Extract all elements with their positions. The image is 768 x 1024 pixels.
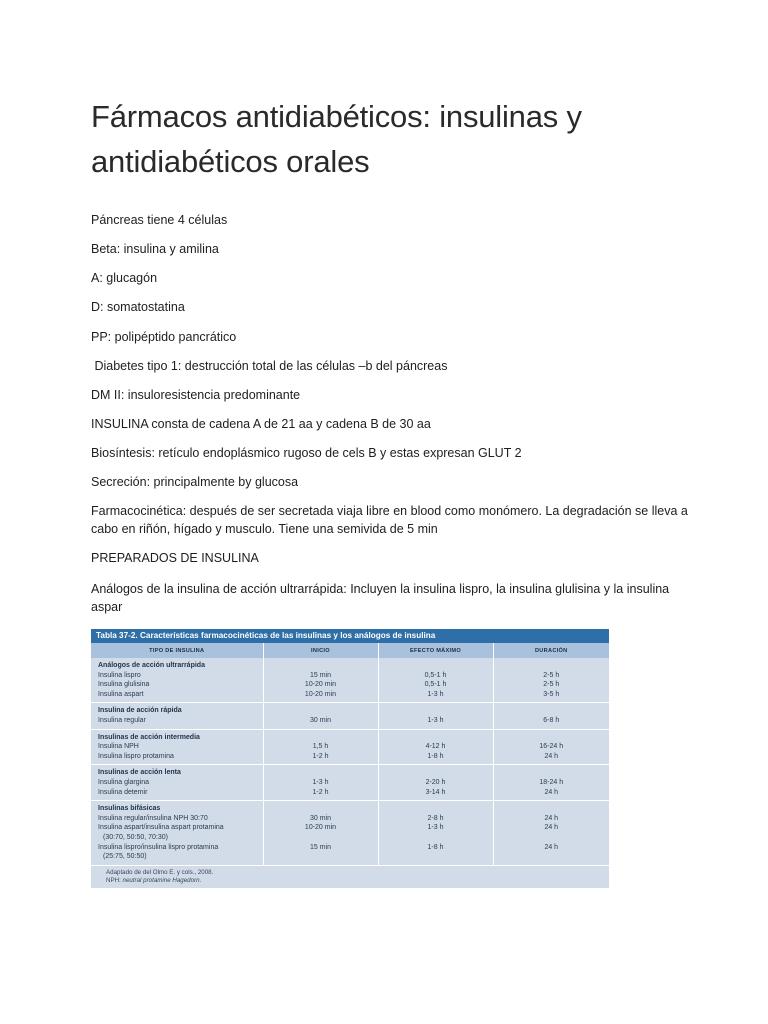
duration-value: 24 h bbox=[544, 752, 559, 760]
table-group-row bbox=[91, 658, 609, 703]
insulin-name: Insulina NPH bbox=[98, 743, 139, 751]
table-header-row bbox=[91, 643, 609, 658]
peak-value: 2-8 h bbox=[427, 814, 444, 822]
duration-value: 24 h bbox=[544, 843, 559, 851]
table-group-row bbox=[91, 729, 609, 765]
insulin-table bbox=[91, 643, 609, 866]
table-group-row bbox=[91, 703, 609, 729]
header-efecto-maximo: EFECTO MÁXIMO bbox=[378, 643, 493, 658]
group-title: Insulinas bifásicas bbox=[98, 805, 161, 813]
insulin-name: Insulina glargina bbox=[98, 778, 149, 786]
table-note bbox=[106, 877, 609, 886]
onset-value: 30 min bbox=[309, 814, 331, 822]
table-caption bbox=[91, 629, 609, 643]
header-duracion: DURACIÓN bbox=[493, 643, 609, 658]
insulin-name: Insulina regular bbox=[98, 716, 146, 724]
duration-value: 18-24 h bbox=[539, 778, 564, 786]
table-footnote bbox=[91, 866, 609, 886]
paragraph: A: glucagón bbox=[91, 271, 158, 285]
paragraph: INSULINA consta de cadena A de 21 aa y cadena B de 30 aa bbox=[91, 417, 431, 431]
duration-value: 24 h bbox=[544, 788, 559, 796]
onset-value: 10-20 min bbox=[304, 690, 337, 698]
table-note-text: neutral protamine Hagedorn. bbox=[122, 877, 202, 885]
duration-value: 3-5 h bbox=[543, 690, 560, 698]
peak-value: 4-12 h bbox=[425, 743, 446, 751]
insulin-name: Insulina lispro bbox=[98, 671, 141, 679]
paragraph: Páncreas tiene 4 células bbox=[91, 213, 228, 227]
peak-value: 1-8 h bbox=[427, 843, 444, 851]
insulin-name-continuation: (30:70, 50:50, 70:30) bbox=[103, 833, 168, 841]
peak-value: 1-3 h bbox=[427, 716, 444, 724]
insulin-name: Insulina detemir bbox=[98, 788, 148, 796]
onset-value: 1-3 h bbox=[312, 778, 329, 786]
table-group-row bbox=[91, 765, 609, 801]
onset-value: 1,5 h bbox=[312, 743, 329, 751]
group-title: Insulinas de acción intermedia bbox=[98, 733, 200, 741]
paragraph: Farmacocinética: después de ser secretada viaja libre en blood como monómero. La degradación se lleva a cabo en riñón, hígado y musculo. Tiene una semivida de 5 min bbox=[91, 504, 688, 536]
peak-value: 1-3 h bbox=[427, 690, 444, 698]
header-inicio: INICIO bbox=[263, 643, 378, 658]
insulin-name: Insulina regular/insulina NPH 30:70 bbox=[98, 814, 208, 822]
insulin-name-continuation: (25:75, 50:50) bbox=[103, 853, 147, 861]
insulin-name: Insulina glulisina bbox=[98, 681, 150, 689]
insulin-name: Insulina aspart bbox=[98, 690, 144, 698]
insulin-name: Insulina aspart/insulina aspart protamina bbox=[98, 824, 224, 832]
group-title: Insulina de acción rápida bbox=[98, 707, 182, 715]
pharmacokinetics-table-figure bbox=[91, 629, 609, 888]
paragraph: Análogos de la insulina de acción ultrarrápida: Incluyen la insulina lispro, la insulina glulisina y la insulina aspar bbox=[91, 582, 670, 614]
peak-value: 2-20 h bbox=[425, 778, 446, 786]
onset-value: 1-2 h bbox=[312, 752, 329, 760]
header-tipo: TIPO DE INSULINA bbox=[91, 643, 263, 658]
peak-value: 1-3 h bbox=[427, 824, 444, 832]
paragraph: D: somatostatina bbox=[91, 300, 185, 314]
table-source: Adaptado de del Olmo E. y cols., 2008. bbox=[106, 868, 214, 876]
onset-value: 10-20 min bbox=[304, 681, 337, 689]
paragraph: DM II: insuloresistencia predominante bbox=[91, 388, 301, 402]
group-title: Insulinas de acción lenta bbox=[98, 769, 181, 777]
table-note-label: NPH: bbox=[106, 877, 123, 885]
onset-value: 1-2 h bbox=[312, 788, 329, 796]
peak-value: 3-14 h bbox=[425, 788, 446, 796]
duration-value: 2-5 h bbox=[543, 681, 560, 689]
table-caption-label: Tabla 37-2. bbox=[96, 631, 138, 640]
table-caption-text: Características farmacocinéticas de las insulinas y los análogos de insulina bbox=[137, 631, 436, 640]
paragraph: Beta: insulina y amilina bbox=[91, 242, 219, 256]
peak-value: 0,5-1 h bbox=[424, 671, 447, 679]
peak-value: 1-8 h bbox=[427, 752, 444, 760]
onset-value: 30 min bbox=[309, 716, 331, 724]
paragraph: Secreción: principalmente by glucosa bbox=[91, 475, 299, 489]
table-group-row bbox=[91, 801, 609, 866]
paragraph: Biosíntesis: retículo endoplásmico rugoso de cels B y estas expresan GLUT 2 bbox=[91, 446, 522, 460]
group-title: Análogos de acción ultrarrápida bbox=[98, 662, 205, 669]
onset-value: 15 min bbox=[309, 671, 331, 679]
duration-value: 6-8 h bbox=[543, 716, 560, 724]
paragraph: PP: polipéptido pancrático bbox=[91, 330, 237, 344]
onset-value: 15 min bbox=[309, 843, 331, 851]
duration-value: 24 h bbox=[544, 814, 559, 822]
document-title: Fármacos antidiabéticos: insulinas y antidiabéticos orales bbox=[91, 99, 582, 179]
insulin-name: Insulina lispro/insulina lispro protamina bbox=[98, 843, 219, 851]
peak-value: 0,5-1 h bbox=[424, 681, 447, 689]
duration-value: 2-5 h bbox=[543, 671, 560, 679]
paragraph: Diabetes tipo 1: destrucción total de las células –b del páncreas bbox=[91, 359, 448, 373]
section-heading: PREPARADOS DE INSULINA bbox=[91, 551, 259, 565]
onset-value: 10-20 min bbox=[304, 824, 337, 832]
duration-value: 24 h bbox=[544, 824, 559, 832]
duration-value: 16-24 h bbox=[539, 743, 564, 751]
insulin-name: Insulina lispro protamina bbox=[98, 752, 174, 760]
